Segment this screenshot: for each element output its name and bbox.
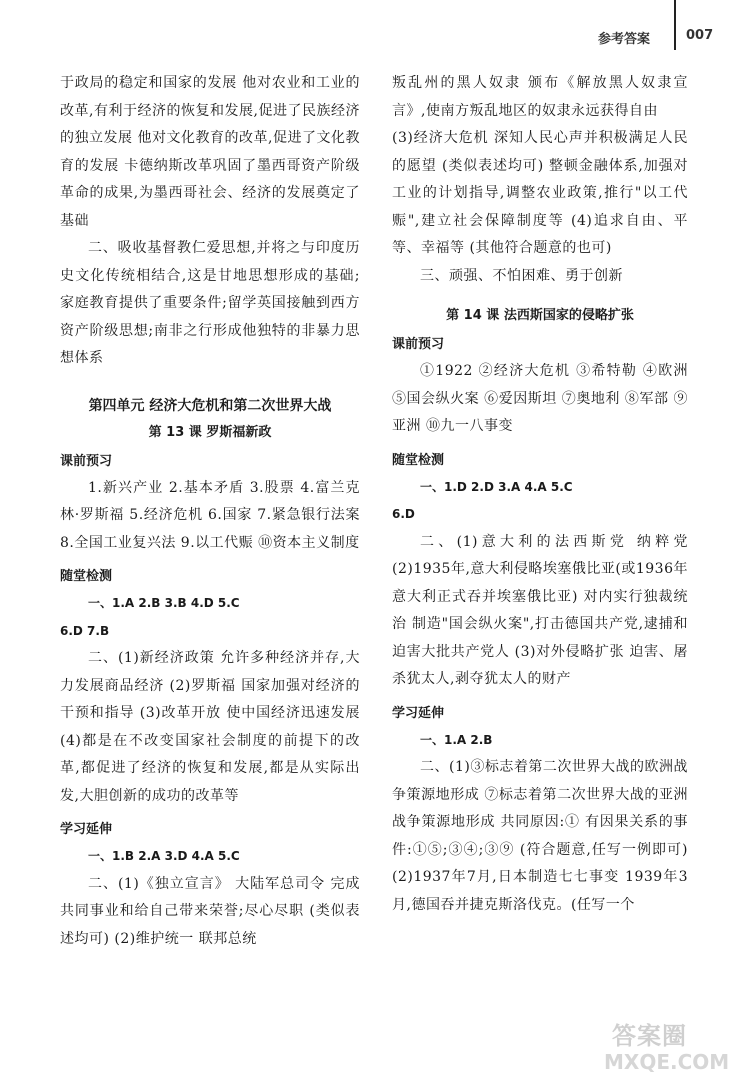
paragraph: 于政局的稳定和国家的发展 他对农业和工业的改革,有利于经济的恢复和发展,促进了民族经济的独立发展 他对文化教育的改革,促进了文化教育的发展 卡德纳斯改革巩固了墨西哥资产阶级革命的成果,为墨西哥社会、经济的发展奠定了基础 [60,75,360,229]
answer-line-text: 一、1.D 2.D 3.A 4.A 5.C [420,479,573,494]
preview-answers: ①1922 ②经济大危机 ③希特勒 ④欧洲 ⑤国会纵火案 ⑥爱因斯坦 ⑦奥地利 ⑧军部 ⑨亚洲 ⑩九一八事变 [392,363,688,434]
paragraph: 二、(1)③标志着第二次世界大战的欧洲战争策源地形成 ⑦标志着第二次世界大战的亚洲战争策源地形成 共同原因:① 有因果关系的事件:①⑤;③④;③⑨ (符合题意,任写一例即可) (2)1937年7月,日本制造七七事变 1939年3月,德国吞并捷克斯洛伐克。(任写一个 [392,759,688,913]
section-heading: 随堂检测 [60,569,113,584]
answer-line-text: 一、1.A 2.B 3.B 4.D 5.C [88,596,240,610]
right-column [392,70,688,919]
header-divider [674,0,676,50]
unit-title: 第四单元 经济大危机和第二次世界大战 [88,397,332,414]
answer-line [392,501,688,529]
answer-line-text: 6.D 7.B [60,623,110,638]
answer-line [392,474,688,502]
paragraph: 二、(1)《独立宣言》 大陆军总司令 完成共同事业和给自己带来荣誉;尽心尽职 (类似表述均可) (2)维护统一 联邦总统 [60,875,360,947]
paragraph: 叛乱州的黑人奴隶 颁布《解放黑人奴隶宣言》,使南方叛乱地区的奴隶永远获得自由 [392,75,688,119]
watermark-logo: 答案圈 [612,1022,687,1050]
section-heading: 学习延伸 [392,705,445,721]
lesson-title: 第 14 课 法西斯国家的侵略扩张 [446,308,634,323]
preview-answers: 1.新兴产业 2.基本矛盾 3.股票 4.富兰克林·罗斯福 5.经济危机 6.国家 7.紧急银行法案 8.全国工业复兴法 9.以工代赈 ⑩资本主义制度 [60,479,360,551]
lesson-title: 第 13 课 罗斯福新政 [148,424,272,440]
section-heading: 随堂检测 [392,452,445,468]
paragraph: 三、顽强、不怕困难、勇于创新 [420,267,623,284]
page-header-title: 参考答案 [598,32,651,47]
answer-line-text: 6.D [392,507,415,521]
paragraph: 二、吸收基督教仁爱思想,并将之与印度历史文化传统相结合,这是甘地思想形成的基础;家庭教育提供了重要条件;留学英国接触到西方资产阶级思想;南非之行形成他独特的非暴力思想体系 [60,240,360,366]
answer-line-text: 一、1.B 2.A 3.D 4.A 5.C [88,849,240,863]
paragraph: 二、(1)意大利的法西斯党 纳粹党 (2)1935年,意大利侵略埃塞俄比亚(或1936年意大利正式吞并埃塞俄比亚) 对内实行独裁统治 制造"国会纵火案",打击德国共产党,逮捕和迫害大批共产党人 (3)对外侵略扩张 迫害、屠杀犹太人,剥夺犹太人的财产 [392,533,689,687]
left-column [60,70,360,953]
answer-line [60,590,360,618]
section-heading: 学习延伸 [60,822,113,837]
page-number: 007 [686,28,714,43]
paragraph: 二、(1)新经济政策 允许多种经济并存,大力发展商品经济 (2)罗斯福 国家加强对经济的干预和指导 (3)改革开放 使中国经济迅速发展 (4)都是在不改变国家社会制度的前提下的改革,都促进了经济的恢复和发展,都是从实际出发,大胆创新的成功的改革等 [60,650,360,804]
answer-line-text: 一、1.A 2.B [420,732,493,747]
watermark-url: MXQE.COM [604,1050,730,1074]
paragraph: (3)经济大危机 深知人民心声并积极满足人民的愿望 (类似表述均可) 整顿金融体系,加强对工业的计划指导,调整农业政策,推行"以工代赈",建立社会保障制度等 (4)追求自由、平等、幸福等 (其他符合题意的也可) [392,130,688,256]
section-heading: 课前预习 [60,453,113,469]
section-heading: 课前预习 [392,337,445,352]
answer-line [60,618,360,646]
answer-line [60,843,360,871]
answer-line [392,727,688,755]
